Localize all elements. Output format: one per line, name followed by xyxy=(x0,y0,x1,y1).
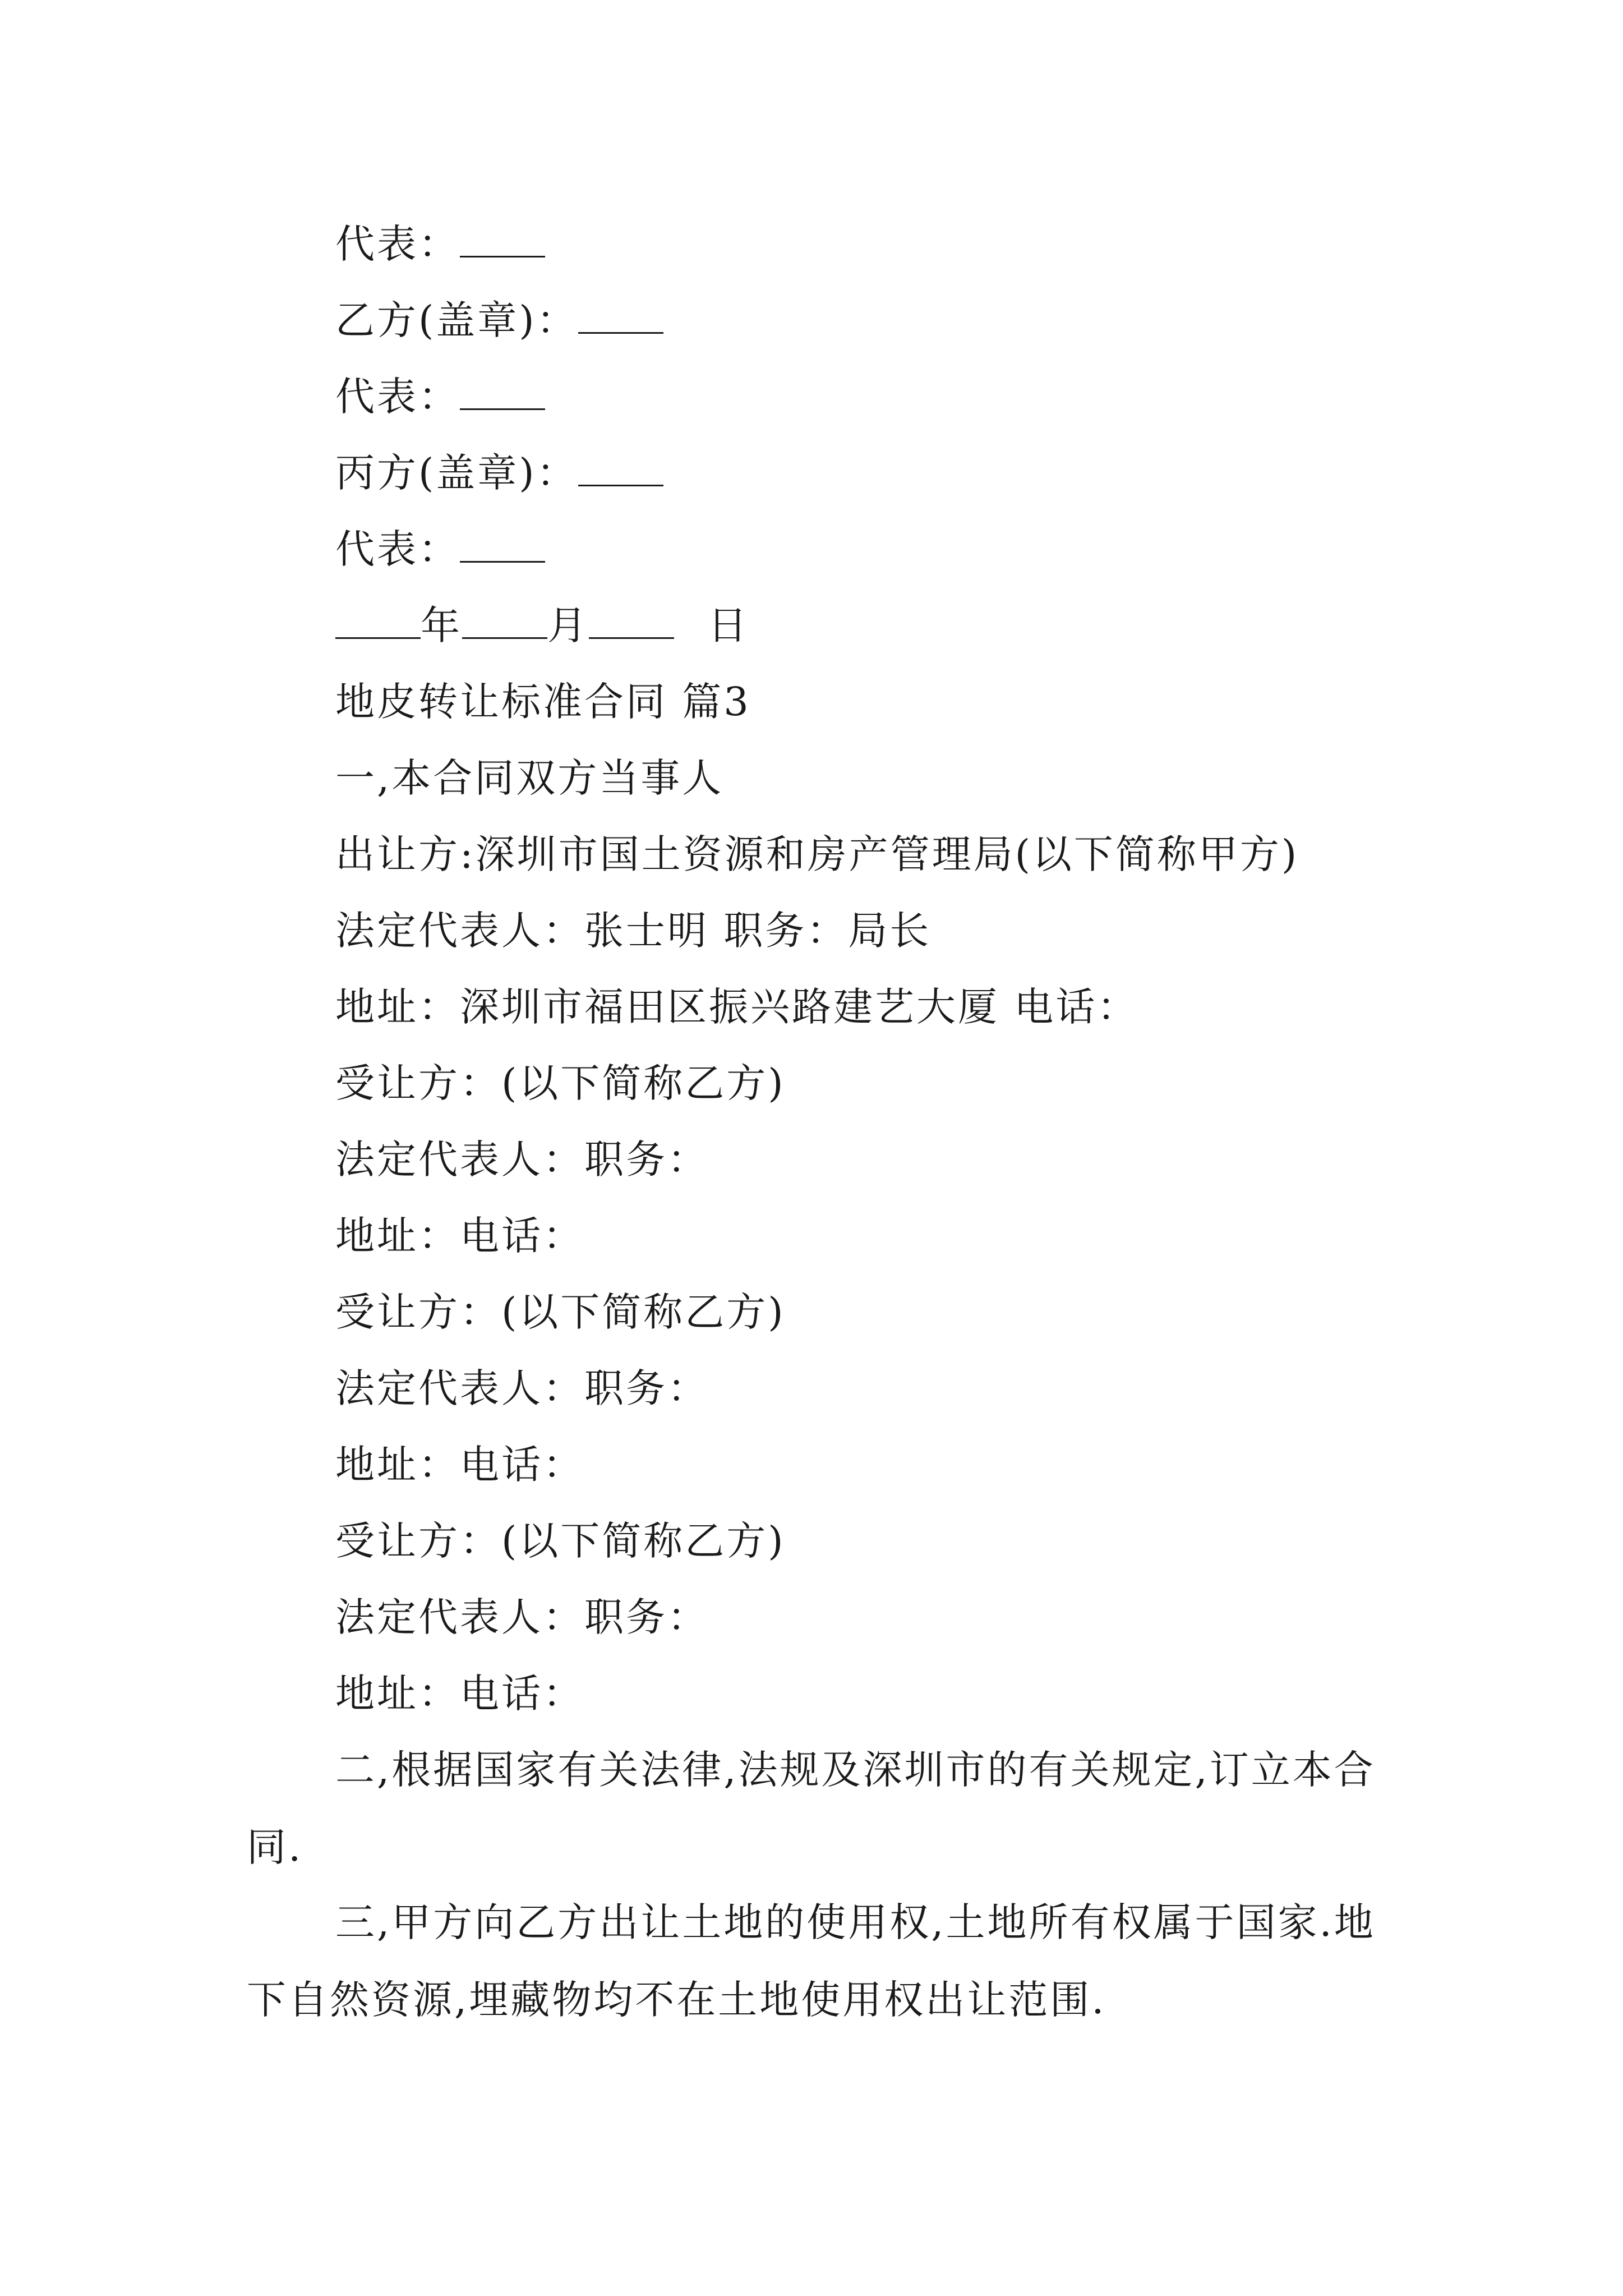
body-line: 地址：电话： xyxy=(335,1442,584,1488)
signature-blank xyxy=(578,297,663,334)
signature-line-3 xyxy=(335,369,545,425)
year-blank xyxy=(335,602,421,639)
day-blank xyxy=(589,602,674,639)
paragraph: 三,甲方向乙方出让土地的使用权,土地所有权属于国家.地下自然资源,埋藏物均不在土地使用权出让范围. xyxy=(247,1899,1376,2023)
body-line: 受让方：(以下简称乙方) xyxy=(335,1518,786,1564)
signature-label: 丙方(盖章)： xyxy=(335,450,578,496)
body-line: 法定代表人：职务： xyxy=(335,1365,709,1411)
signature-blank xyxy=(460,221,545,257)
body-line: 受让方：(以下简称乙方) xyxy=(335,1289,786,1335)
body-line: 受让方：(以下简称乙方) xyxy=(335,1060,786,1106)
year-label: 年 xyxy=(421,602,462,648)
day-label: 日 xyxy=(708,602,749,648)
body-line: 一,本合同双方当事人 xyxy=(335,755,724,801)
section-title: 地皮转让标准合同 篇3 xyxy=(335,679,751,725)
body-line: 出让方:深圳市国土资源和房产管理局(以下简称甲方) xyxy=(335,831,1299,877)
month-blank xyxy=(462,602,547,639)
paragraph: 二,根据国家有关法律,法规及深圳市的有关规定,订立本合同. xyxy=(247,1747,1376,1870)
body-line: 地址：电话： xyxy=(335,1671,584,1717)
body-line: 法定代表人：张士明 职务：局长 xyxy=(335,908,932,954)
signature-label: 乙方(盖章)： xyxy=(335,297,578,343)
signature-blank xyxy=(460,526,545,563)
signature-line-5 xyxy=(335,521,545,577)
signature-blank xyxy=(578,450,663,486)
signature-label: 代表： xyxy=(335,526,460,572)
body-line: 地址：电话： xyxy=(335,1213,584,1259)
body-line: 法定代表人：职务： xyxy=(335,1137,709,1182)
date-line xyxy=(335,597,749,654)
signature-label: 代表： xyxy=(335,374,460,420)
signature-line-1 xyxy=(335,216,545,272)
body-line: 法定代表人：职务： xyxy=(335,1594,709,1640)
month-label: 月 xyxy=(547,602,589,648)
signature-line-4 xyxy=(335,445,663,501)
signature-line-2 xyxy=(335,292,663,348)
signature-label: 代表： xyxy=(335,221,460,267)
body-line: 地址：深圳市福田区振兴路建艺大厦 电话： xyxy=(335,984,1139,1030)
signature-blank xyxy=(460,374,545,410)
